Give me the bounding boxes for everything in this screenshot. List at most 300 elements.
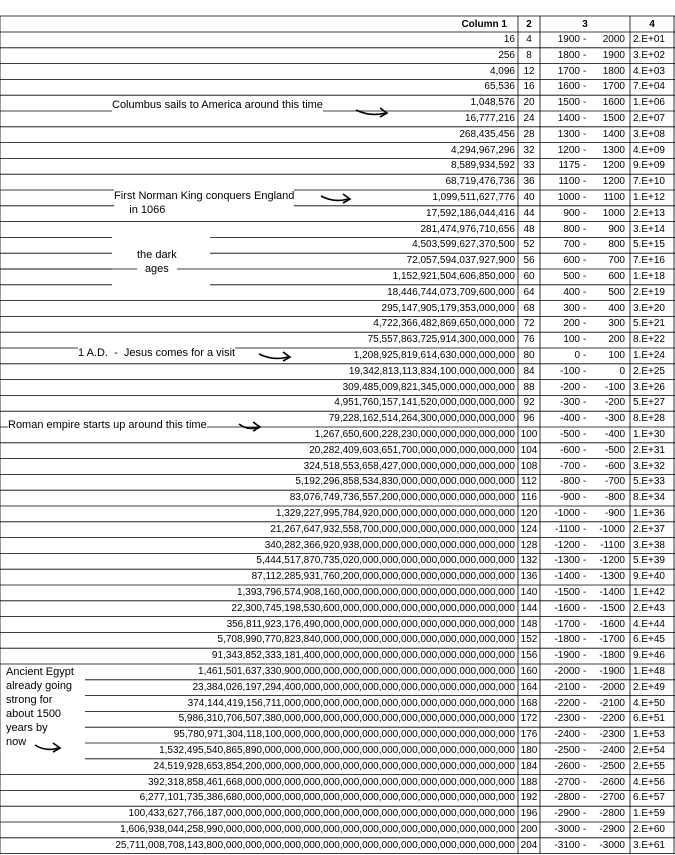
cell-column-3-to: -200 (604, 397, 625, 409)
cell-column-3-from: 1175 (558, 160, 580, 172)
cell-column-3-from: -3100 (554, 839, 580, 851)
cell-column-3-from: -2100 (554, 681, 580, 693)
cell-column-3-dash: - (583, 81, 587, 93)
cell-column-3-from: 1000 (557, 192, 580, 203)
cell-column-1: 1,152,921,504,606,850,000 (392, 271, 515, 282)
cell-column-3-to: 1200 (602, 176, 625, 188)
cell-column-3-dash: - (583, 113, 587, 124)
cell-column-3-dash: - (583, 65, 587, 77)
cell-column-4: 3.E+26 (633, 381, 665, 393)
cell-column-3-from: -1800 (554, 634, 580, 646)
cell-column-4: 3.E+61 (633, 839, 665, 851)
cell-column-2: 52 (523, 239, 535, 251)
cell-column-3-from: -2200 (554, 697, 580, 709)
cell-column-1: 4,951,760,157,141,520,000,000,000,000 (334, 397, 515, 409)
cell-column-3-to: -1900 (599, 666, 625, 677)
cell-column-3-dash: - (583, 776, 587, 788)
cell-column-2: 204 (520, 839, 538, 851)
cell-column-3-from: -3000 (554, 824, 580, 835)
cell-column-3-to: -900 (604, 508, 625, 519)
cell-column-3-dash: - (583, 49, 587, 61)
cell-column-3-to: -2300 (599, 729, 625, 741)
cell-column-3-dash: - (583, 745, 587, 756)
cell-column-4: 1.E+24 (633, 350, 665, 361)
cell-column-2: 200 (520, 824, 538, 835)
cell-column-3-dash: - (583, 508, 587, 519)
cell-column-3-dash: - (583, 555, 587, 567)
cell-column-3-dash: - (583, 413, 587, 425)
arrow-icon (34, 742, 66, 754)
cell-column-2: 164 (520, 681, 538, 693)
cell-column-3-dash: - (583, 666, 587, 677)
cell-column-3-from: -600 (559, 444, 580, 456)
arrow-icon (355, 107, 393, 119)
cell-column-4: 1.E+30 (633, 429, 665, 440)
cell-column-3-to: -2100 (599, 697, 625, 709)
cell-column-3-dash: - (583, 713, 587, 725)
cell-column-3-from: 200 (563, 318, 580, 330)
cell-column-1: 25,711,008,708,143,800,000,000,000,000,000,000,000,000,000,000,000,000,000,000,000 (115, 839, 515, 851)
cell-column-3-to: -1600 (599, 618, 625, 630)
cell-column-3-from: -1000 (554, 508, 580, 519)
cell-column-1: 4,096 (489, 65, 515, 77)
cell-column-1: 65,536 (484, 81, 515, 93)
cell-column-2: 28 (523, 128, 535, 140)
cell-column-3-from: 1800 (557, 49, 580, 61)
cell-column-3-from: -1500 (554, 587, 580, 598)
cell-column-2: 4 (526, 34, 532, 45)
cell-column-1: 295,147,905,179,353,000,000 (381, 302, 515, 314)
cell-column-1: 87,112,285,931,760,200,000,000,000,000,000,000,000,000 (251, 571, 515, 583)
cell-column-3-from: -2900 (554, 808, 580, 820)
cell-column-2: 96 (523, 413, 535, 425)
cell-column-3-from: 1100 (558, 176, 580, 188)
cell-column-3-to: -400 (604, 429, 625, 440)
cell-column-4: 3.E+32 (633, 460, 665, 472)
cell-column-3-to: 1500 (602, 113, 625, 124)
cell-column-2: 172 (520, 713, 538, 725)
cell-column-3-to: -3000 (599, 839, 625, 851)
cell-column-4: 7.E+10 (633, 176, 665, 188)
cell-column-3-to: -700 (604, 476, 625, 488)
cell-column-4: 6.E+45 (633, 634, 665, 646)
cell-column-1: 268,435,456 (459, 128, 515, 140)
cell-column-1: 91,343,852,333,181,400,000,000,000,000,000,000,000,000,000,000 (211, 650, 515, 662)
cell-column-4: 2.E+31 (633, 444, 665, 456)
cell-column-2: 20 (523, 97, 535, 109)
cell-column-1: 16 (503, 34, 515, 45)
cell-column-3-from: -500 (559, 429, 580, 440)
cell-column-4: 8.E+28 (633, 413, 665, 425)
cell-column-3-to: 1700 (602, 81, 625, 93)
cell-column-3-dash: - (583, 128, 587, 140)
cell-column-3-dash: - (583, 192, 587, 203)
cell-column-3-dash: - (583, 729, 587, 741)
cell-column-3-from: -2000 (554, 666, 580, 677)
cell-column-3-from: -1600 (554, 602, 580, 614)
cell-column-3-dash: - (583, 302, 587, 314)
cell-column-1: 21,267,647,932,558,700,000,000,000,000,000,000,000 (270, 523, 515, 535)
cell-column-3-from: 600 (563, 255, 580, 267)
cell-column-3-from: -2800 (554, 792, 580, 804)
cell-column-3-dash: - (583, 539, 587, 551)
cell-column-1: 1,267,650,600,228,230,000,000,000,000,000 (314, 429, 515, 440)
cell-column-4: 3.E+14 (633, 223, 665, 235)
cell-column-1: 83,076,749,736,557,200,000,000,000,000,000,000 (289, 492, 515, 504)
cell-column-3-from: 0 (574, 350, 580, 361)
cell-column-2: 12 (523, 65, 535, 77)
cell-column-1: 23,384,026,197,294,400,000,000,000,000,000,000,000,000,000,000,000 (192, 681, 515, 693)
cell-column-1: 20,282,409,603,651,700,000,000,000,000,000 (309, 444, 515, 456)
cell-column-2: 72 (523, 318, 535, 330)
cell-column-4: 5.E+15 (633, 239, 665, 251)
cell-column-4: 3.E+20 (633, 302, 665, 314)
cell-column-3-to: 800 (608, 239, 625, 251)
cell-column-1: 18,446,744,073,709,600,000 (387, 286, 515, 298)
cell-column-3-from: -1900 (554, 650, 580, 662)
cell-column-2: 124 (520, 523, 538, 535)
cell-column-2: 76 (523, 334, 535, 346)
cell-column-4: 6.E+51 (633, 713, 665, 725)
cell-column-2: 68 (523, 302, 535, 314)
cell-column-2: 184 (520, 760, 538, 772)
cell-column-2: 180 (520, 745, 538, 756)
cell-column-3-to: -1300 (599, 571, 625, 583)
cell-column-2: 64 (523, 286, 535, 298)
cell-column-3-dash: - (583, 160, 587, 172)
cell-column-3-dash: - (583, 365, 587, 377)
annotation-note: First Norman King conquers England in 1066 (114, 190, 295, 216)
cell-column-3-to: -1200 (599, 555, 625, 567)
cell-column-1: 6,277,101,735,386,680,000,000,000,000,000,000,000,000,000,000,000,000,000,000 (139, 792, 515, 804)
cell-column-3-from: -1700 (554, 618, 580, 630)
cell-column-2: 104 (520, 444, 538, 456)
cell-column-1: 5,192,296,858,534,830,000,000,000,000,000,000 (295, 476, 515, 488)
cell-column-4: 1.E+06 (633, 97, 665, 109)
cell-column-3-to: 400 (608, 302, 625, 314)
cell-column-2: 40 (523, 192, 535, 203)
cell-column-3-from: -900 (559, 492, 580, 504)
cell-column-4: 3.E+08 (633, 128, 665, 140)
header-column-3: 3 (582, 19, 588, 30)
cell-column-3-dash: - (583, 634, 587, 646)
cell-column-3-from: -2400 (554, 729, 580, 741)
cell-column-3-from: 1500 (557, 97, 580, 109)
cell-column-1: 324,518,553,658,427,000,000,000,000,000,000 (303, 460, 515, 472)
cell-column-3-dash: - (583, 760, 587, 772)
cell-column-2: 16 (523, 81, 535, 93)
cell-column-3-dash: - (583, 318, 587, 330)
annotation-note: Roman empire starts up around this time (8, 419, 207, 431)
cell-column-1: 1,208,925,819,614,630,000,000,000 (353, 350, 515, 361)
header-column-4: 4 (649, 19, 655, 30)
cell-column-4: 1.E+12 (633, 192, 665, 203)
cell-column-3-from: 1200 (557, 144, 580, 156)
cell-column-1: 8,589,934,592 (451, 160, 515, 172)
cell-column-3-to: 1800 (602, 65, 625, 77)
cell-column-2: 108 (520, 460, 538, 472)
cell-column-3-dash: - (583, 97, 587, 109)
cell-column-3-from: -1200 (554, 539, 580, 551)
cell-column-3-to: -1500 (599, 602, 625, 614)
cell-column-4: 1.E+18 (633, 271, 665, 282)
annotation-note: Ancient Egypt already going strong for about 1500 years by now (6, 666, 74, 748)
cell-column-1: 281,474,976,710,656 (420, 223, 515, 235)
cell-column-3-to: 700 (608, 255, 625, 267)
cell-column-1: 392,318,858,461,668,000,000,000,000,000,000,000,000,000,000,000,000,000,000 (147, 776, 515, 788)
annotation-note: 1 A.D. - Jesus comes for a visit (78, 347, 236, 359)
cell-column-3-to: -300 (604, 413, 625, 425)
arrow-icon (320, 193, 356, 205)
cell-column-3-dash: - (583, 492, 587, 504)
cell-column-4: 1.E+59 (633, 808, 665, 820)
cell-column-3-to: -600 (604, 460, 625, 472)
cell-column-2: 196 (520, 808, 538, 820)
cell-column-2: 88 (523, 381, 535, 393)
cell-column-2: 156 (520, 650, 538, 662)
cell-column-2: 48 (523, 223, 535, 235)
cell-column-3-from: -2500 (554, 745, 580, 756)
cell-column-3-to: 900 (608, 223, 625, 235)
cell-column-3-to: -100 (604, 381, 625, 393)
cell-column-2: 84 (523, 365, 535, 377)
cell-column-3-dash: - (583, 792, 587, 804)
cell-column-3-to: 2000 (602, 34, 625, 45)
cell-column-3-dash: - (583, 429, 587, 440)
cell-column-1: 340,282,366,920,938,000,000,000,000,000,000,000,000 (264, 539, 515, 551)
cell-column-1: 256 (498, 49, 515, 61)
cell-column-3-to: 0 (619, 365, 625, 377)
cell-column-1: 100,433,627,766,187,000,000,000,000,000,000,000,000,000,000,000,000,000,000,000 (128, 808, 515, 820)
cell-column-3-from: 400 (563, 286, 580, 298)
cell-column-4: 2.E+07 (633, 113, 665, 124)
cell-column-3-to: -2200 (599, 713, 625, 725)
cell-column-3-from: 1400 (557, 113, 580, 124)
cell-column-3-dash: - (583, 476, 587, 488)
cell-column-2: 136 (520, 571, 538, 583)
cell-column-2: 33 (523, 160, 535, 172)
cell-column-3-dash: - (583, 523, 587, 535)
cell-column-2: 116 (521, 492, 537, 504)
cell-column-3-dash: - (583, 176, 587, 188)
cell-column-3-to: -500 (604, 444, 625, 456)
cell-column-4: 1.E+53 (633, 729, 665, 741)
cell-column-3-dash: - (583, 587, 587, 598)
cell-column-4: 5.E+21 (633, 318, 665, 330)
cell-column-2: 100 (520, 429, 538, 440)
cell-column-1: 4,722,366,482,869,650,000,000 (373, 318, 515, 330)
cell-column-1: 72,057,594,037,927,900 (406, 255, 515, 267)
cell-column-1: 5,708,990,770,823,840,000,000,000,000,000,000,000,000,000,000 (217, 634, 515, 646)
cell-column-3-dash: - (583, 571, 587, 583)
cell-column-1: 1,532,495,540,865,890,000,000,000,000,000,000,000,000,000,000,000,000,000 (159, 745, 515, 756)
cell-column-2: 168 (520, 697, 538, 709)
cell-column-3-dash: - (583, 808, 587, 820)
cell-column-3-from: 900 (563, 207, 580, 219)
cell-column-3-dash: - (583, 271, 587, 282)
cell-column-4: 2.E+60 (633, 824, 665, 835)
cell-column-3-from: 1600 (557, 81, 580, 93)
cell-column-3-to: -1400 (599, 587, 625, 598)
cell-column-1: 374,144,419,156,711,000,000,000,000,000,000,000,000,000,000,000,000 (187, 697, 515, 709)
cell-column-3-dash: - (583, 223, 587, 235)
cell-column-3-to: -2900 (599, 824, 625, 835)
cell-column-3-from: -1300 (554, 555, 580, 567)
cell-column-3-dash: - (583, 824, 587, 835)
cell-column-2: 60 (523, 271, 535, 282)
cell-column-3-to: -2400 (599, 745, 625, 756)
cell-column-3-to: -1700 (599, 634, 625, 646)
cell-column-3-to: -1100 (600, 539, 625, 551)
cell-column-2: 112 (521, 476, 537, 488)
cell-column-1: 356,811,923,176,490,000,000,000,000,000,000,000,000,000,000 (226, 618, 515, 630)
cell-column-4: 4.E+56 (633, 776, 665, 788)
cell-column-4: 2.E+54 (633, 745, 665, 756)
cell-column-4: 8.E+34 (633, 492, 665, 504)
cell-column-3-dash: - (583, 255, 587, 267)
cell-column-3-dash: - (583, 381, 587, 393)
cell-column-3-dash: - (583, 618, 587, 630)
cell-column-4: 3.E+02 (633, 49, 665, 61)
cell-column-2: 8 (526, 49, 532, 61)
cell-column-1: 24,519,928,653,854,200,000,000,000,000,000,000,000,000,000,000,000,000,000 (153, 760, 515, 772)
cell-column-3-from: 800 (563, 223, 580, 235)
cell-column-3-from: 1700 (557, 65, 580, 77)
cell-column-2: 148 (520, 618, 538, 630)
cell-column-2: 188 (520, 776, 538, 788)
cell-column-3-to: -800 (604, 492, 625, 504)
cell-column-2: 56 (523, 255, 535, 267)
cell-column-4: 2.E+43 (633, 602, 665, 614)
cell-column-2: 32 (523, 144, 535, 156)
cell-column-3-dash: - (583, 650, 587, 662)
cell-column-1: 1,606,938,044,258,990,000,000,000,000,000,000,000,000,000,000,000,000,000,000,000 (120, 824, 515, 835)
cell-column-1: 5,444,517,870,735,020,000,000,000,000,000,000,000,000 (256, 555, 515, 567)
cell-column-1: 4,503,599,627,370,500 (412, 239, 515, 251)
cell-column-2: 144 (520, 602, 538, 614)
cell-column-2: 24 (523, 113, 535, 124)
cell-column-3-from: 300 (563, 302, 580, 314)
cell-column-1: 68,719,476,736 (445, 176, 515, 188)
cell-column-4: 4.E+09 (633, 144, 665, 156)
cell-column-1: 5,986,310,706,507,380,000,000,000,000,000,000,000,000,000,000,000,000 (178, 713, 515, 725)
cell-column-3-from: -300 (559, 397, 580, 409)
cell-column-4: 8.E+22 (633, 334, 665, 346)
cell-column-4: 2.E+13 (633, 207, 665, 219)
cell-column-1: 1,048,576 (470, 97, 515, 109)
cell-column-3-to: 600 (608, 271, 625, 282)
cell-column-2: 152 (520, 634, 538, 646)
cell-column-3-to: 200 (608, 334, 625, 346)
cell-column-3-from: 100 (563, 334, 580, 346)
cell-column-3-dash: - (583, 207, 587, 219)
cell-column-1: 1,329,227,995,784,920,000,000,000,000,000,000,000 (275, 508, 515, 519)
cell-column-2: 160 (520, 666, 538, 677)
cell-column-3-to: 1200 (602, 160, 625, 172)
cell-column-3-from: -100 (559, 365, 580, 377)
cell-column-1: 22,300,745,198,530,600,000,000,000,000,000,000,000,000,000 (231, 602, 515, 614)
cell-column-3-from: -400 (559, 413, 580, 425)
cell-column-3-from: -2700 (554, 776, 580, 788)
cell-column-3-dash: - (583, 444, 587, 456)
cell-column-3-from: -1100 (555, 523, 580, 535)
cell-column-2: 120 (520, 508, 538, 519)
cell-column-3-to: -1800 (599, 650, 625, 662)
cell-column-2: 44 (523, 207, 535, 219)
cell-column-3-dash: - (583, 397, 587, 409)
cell-column-2: 128 (520, 539, 538, 551)
cell-column-3-dash: - (583, 839, 587, 851)
cell-column-3-from: 700 (563, 239, 580, 251)
cell-column-1: 16,777,216 (464, 113, 515, 124)
cell-column-1: 1,393,796,574,908,160,000,000,000,000,000,000,000,000,000 (236, 587, 515, 598)
cell-column-3-dash: - (583, 34, 587, 45)
cell-column-2: 36 (523, 176, 535, 188)
cell-column-4: 7.E+16 (633, 255, 665, 267)
cell-column-4: 1.E+42 (633, 587, 665, 598)
cell-column-3-to: 1400 (602, 128, 625, 140)
cell-column-3-to: -1000 (599, 523, 625, 535)
cell-column-4: 4.E+50 (633, 697, 665, 709)
cell-column-3-dash: - (583, 286, 587, 298)
cell-column-2: 176 (520, 729, 538, 741)
cell-column-3-to: 1000 (602, 207, 625, 219)
cell-column-3-to: 500 (608, 286, 625, 298)
cell-column-3-to: 1900 (602, 49, 625, 61)
cell-column-3-from: 500 (563, 271, 580, 282)
cell-column-3-dash: - (583, 350, 587, 361)
cell-column-3-to: 1100 (603, 192, 625, 203)
cell-column-1: 309,485,009,821,345,000,000,000,000 (342, 381, 515, 393)
cell-column-2: 192 (520, 792, 538, 804)
cell-column-4: 5.E+33 (633, 476, 665, 488)
cell-column-4: 9.E+40 (633, 571, 665, 583)
cell-column-2: 140 (520, 587, 538, 598)
cell-column-1: 1,099,511,627,776 (432, 192, 515, 203)
cell-column-1: 95,780,971,304,118,100,000,000,000,000,000,000,000,000,000,000,000,000 (173, 729, 515, 741)
cell-column-3-dash: - (583, 239, 587, 251)
cell-column-4: 7.E+04 (633, 81, 665, 93)
cell-column-1: 17,592,186,044,416 (426, 207, 515, 219)
cell-column-4: 9.E+09 (633, 160, 665, 172)
cell-column-3-from: 1900 (557, 34, 580, 45)
annotation-note: the dark ages (137, 249, 177, 275)
cell-column-3-to: -2800 (599, 808, 625, 820)
cell-column-3-to: -2700 (599, 792, 625, 804)
cell-column-4: 5.E+27 (633, 397, 665, 409)
cell-column-3-from: -800 (559, 476, 580, 488)
cell-column-2: 132 (520, 555, 538, 567)
cell-column-4: 9.E+46 (633, 650, 665, 662)
cell-column-4: 1.E+36 (633, 508, 665, 519)
cell-column-2: 92 (523, 397, 535, 409)
arrow-icon (258, 351, 296, 363)
cell-column-4: 6.E+57 (633, 792, 665, 804)
cell-column-4: 2.E+37 (633, 523, 665, 535)
cell-column-3-to: 1600 (602, 97, 625, 109)
cell-column-1: 4,294,967,296 (451, 144, 515, 156)
cell-column-4: 5.E+39 (633, 555, 665, 567)
cell-column-3-to: 100 (608, 350, 625, 361)
cell-column-3-to: 300 (608, 318, 625, 330)
cell-column-4: 1.E+48 (633, 666, 665, 677)
cell-column-4: 2.E+55 (633, 760, 665, 772)
cell-column-3-from: -700 (559, 460, 580, 472)
cell-column-1: 19,342,813,113,834,100,000,000,000 (348, 365, 515, 377)
cell-column-1: 75,557,863,725,914,300,000,000 (367, 334, 515, 346)
cell-column-4: 2.E+49 (633, 681, 665, 693)
cell-column-3-dash: - (583, 334, 587, 346)
